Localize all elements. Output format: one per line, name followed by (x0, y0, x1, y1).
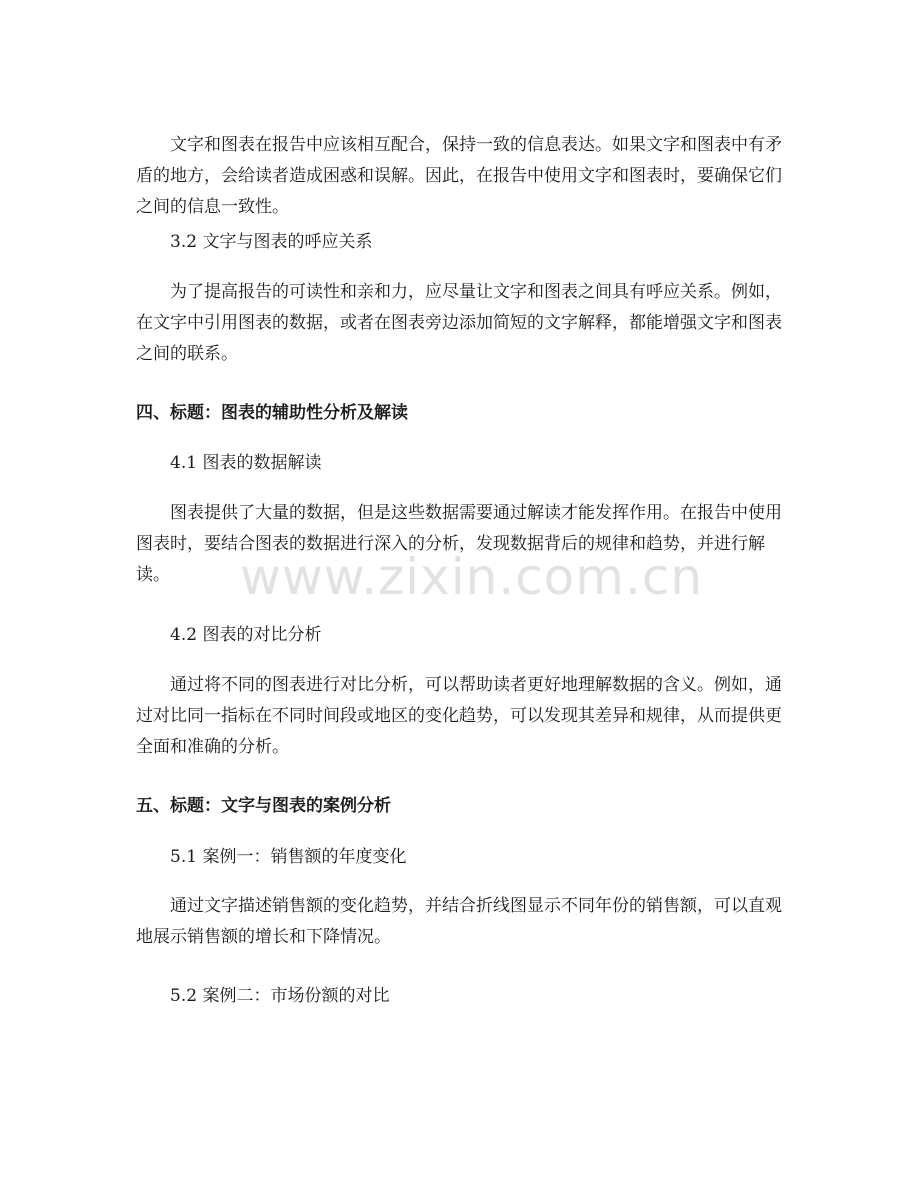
paragraph-correspondence: 为了提高报告的可读性和亲和力，应尽量让文字和图表之间具有呼应关系。例如，在文字中引用图表的数据，或者在图表旁边添加简短的文字解释，都能增强文字和图表之间的联系。 (136, 282, 782, 364)
subheading-3-2: 3.2 文字与图表的呼应关系 (170, 232, 373, 252)
heading-section-4: 四、标题：图表的辅助性分析及解读 (136, 403, 408, 423)
subheading-4-1: 4.1 图表的数据解读 (170, 453, 322, 473)
heading-section-5: 五、标题：文字与图表的案例分析 (136, 796, 391, 816)
paragraph-consistency: 文字和图表在报告中应该相互配合，保持一致的信息表达。如果文字和图表中有矛盾的地方，会给读者造成困惑和误解。因此，在报告中使用文字和图表时，要确保它们之间的信息一致性。 (136, 135, 782, 217)
subheading-4-2: 4.2 图表的对比分析 (170, 625, 322, 645)
paragraph-data-interpretation: 图表提供了大量的数据，但是这些数据需要通过解读才能发挥作用。在报告中使用图表时，要结合图表的数据进行深入的分析，发现数据背后的规律和趋势，并进行解读。 (136, 503, 782, 585)
paragraph-case-one: 通过文字描述销售额的变化趋势，并结合折线图显示不同年份的销售额，可以直观地展示销售额的增长和下降情况。 (136, 896, 782, 947)
subheading-5-1: 5.1 案例一：销售额的年度变化 (170, 847, 407, 867)
watermark: www.zixin.com.cn (240, 548, 704, 606)
paragraph-comparison: 通过将不同的图表进行对比分析，可以帮助读者更好地理解数据的含义。例如，通过对比同一指标在不同时间段或地区的变化趋势，可以发现其差异和规律，从而提供更全面和准确的分析。 (136, 675, 782, 757)
subheading-5-2: 5.2 案例二：市场份额的对比 (170, 986, 390, 1006)
